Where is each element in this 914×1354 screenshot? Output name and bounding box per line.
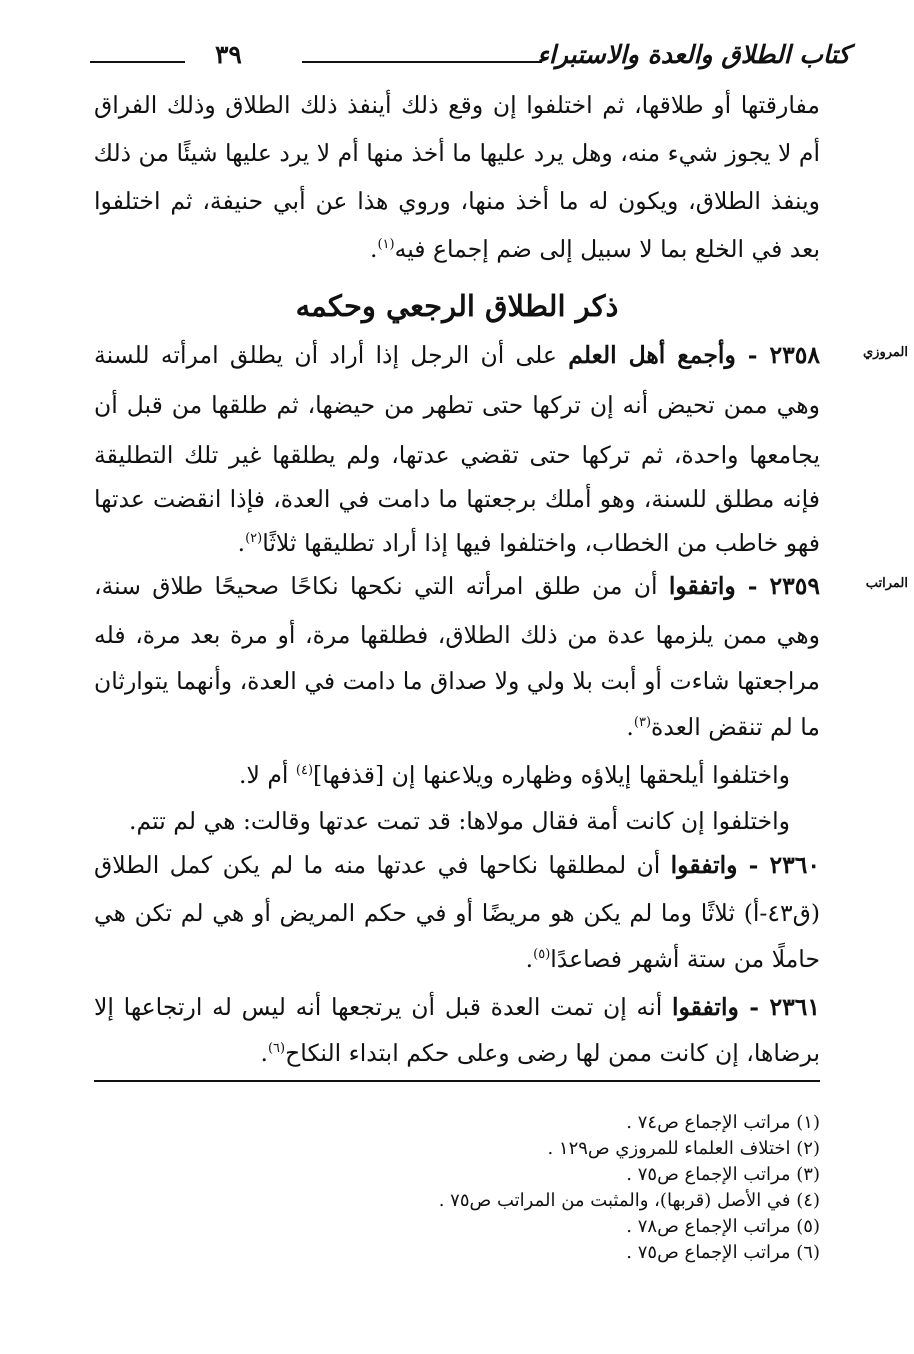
item-lead: واتفقوا [670, 851, 738, 879]
line-text: بعد في الخلع بما لا سبيل إلى ضم إجماع فيه [394, 235, 820, 263]
line-text: على أن الرجل إذا أراد أن يطلق امرأته للسنة [94, 341, 569, 369]
footnote: (٣) مراتب الإجماع ص٧٥ . [626, 1164, 820, 1185]
item-lead: واتفقوا [671, 993, 739, 1021]
text-line: برضاها، إن كانت ممن لها رضى وعلى حكم ابتداء النكاح$^{(٦)}$. [260, 1039, 820, 1067]
margin-note-maratib: المراتب [865, 576, 908, 591]
paragraph-2359-line [94, 571, 820, 601]
footnote-separator [94, 1080, 820, 1082]
line-text: ما لم تنقض العدة [651, 713, 820, 741]
text-line: مفارقتها أو طلاقها، ثم اختلفوا إن وقع ذلك أينفذ ذلك الطلاق وذلك الفراق [94, 91, 820, 119]
running-title: كتاب الطلاق والعدة والاستبراء [537, 40, 850, 69]
line-text: أن من طلق امرأته التي نكحها نكاحًا صحيحًا طلاق سنة، [94, 572, 669, 600]
text-line: فهو خاطب من الخطاب، واختلفوا فيها إذا أراد تطليقها ثلاثًا$^{(٢)}$. [237, 529, 820, 557]
text-line: حاملًا من ستة أشهر فصاعدًا$^{(٥)}$. [525, 945, 820, 973]
item-number: ٢٣٦١ - [738, 993, 820, 1021]
text-line: مراجعتها شاءت أو أبت بلا ولي ولا صداق ما دامت في العدة، وأنهما يتوارثان [94, 667, 820, 695]
footnote-ref: (٥) [533, 947, 551, 963]
text-line: (ق٤٣-أ) ثلاثًا وما لم يكن هو مريضًا أو في حكم المريض أو هي لم تكن هي [94, 899, 820, 927]
section-heading: ذكر الطلاق الرجعي وحكمه [295, 289, 619, 323]
text-line: وهي ممن يلزمها عدة من ذلك الطلاق، فطلقها مرة، أو مرة بعد مرة، فله [94, 621, 820, 649]
line-text: حاملًا من ستة أشهر فصاعدًا [550, 945, 820, 973]
line-text: أم لا. [239, 761, 296, 789]
footnote: (١) مراتب الإجماع ص٧٤ . [626, 1112, 820, 1133]
item-number: ٢٣٥٩ - [735, 572, 820, 600]
line-text: برضاها، إن كانت ممن لها رضى وعلى حكم ابتداء النكاح [285, 1039, 820, 1067]
header-rule-short [90, 61, 185, 63]
text-line [94, 760, 790, 790]
paragraph-2360-line [94, 850, 820, 880]
footnote-ref: (٤) [295, 763, 314, 779]
text-line: ما لم تنقض العدة$^{(٣)}$. [626, 713, 820, 741]
text-line: فإنه مطلق للسنة، وهو أملك برجعتها ما دامت في العدة، فإذا انقضت عدتها [94, 485, 820, 513]
page-number: ٣٩ [215, 40, 242, 69]
text-line: واختلفوا إن كانت أمة فقال مولاها: قد تمت عدتها وقالت: هي لم تتم. [129, 807, 790, 835]
text-line: بعد في الخلع بما لا سبيل إلى ضم إجماع فيه$^{(١)}$. [369, 235, 820, 263]
text-line: يجامعها واحدة، ثم تركها حتى تقضي عدتها، ولم يطلقها غير تلك التطليقة [94, 441, 820, 469]
footnotes [94, 1110, 820, 1266]
item-number: ٢٣٥٨ - [735, 341, 821, 369]
footnote-ref: (٦) [267, 1041, 286, 1057]
line-text: واختلفوا أيلحقها إيلاؤه وظهاره ويلاعنها إن [قذفها] [313, 761, 790, 789]
footnote: (٦) مراتب الإجماع ص٧٥ . [626, 1242, 820, 1263]
line-text: أن لمطلقها نكاحها في عدتها منه ما لم يكن كمل الطلاق [94, 851, 671, 879]
line-text: فهو خاطب من الخطاب، واختلفوا فيها إذا أراد تطليقها ثلاثًا [262, 529, 820, 557]
item-lead: واتفقوا [668, 572, 736, 600]
page-header [90, 40, 850, 84]
footnote: (٤) في الأصل (قربها)، والمثبت من المراتب ص٧٥ . [438, 1190, 820, 1211]
header-rule [302, 61, 542, 63]
paragraph-2358-line [94, 340, 820, 370]
footnote-ref: (٣) [633, 715, 652, 731]
text-line: أم لا يجوز شيء منه، وهل يرد عليها ما أخذ منها أم لا يرد عليها شيئًا من ذلك [93, 139, 820, 167]
paragraph-2361-line [94, 992, 820, 1022]
footnote-ref: (٢) [245, 531, 263, 547]
line-text: أنه إن تمت العدة قبل أن يرتجعها أنه ليس له ارتجاعها إلا [94, 993, 672, 1021]
text-line: وينفذ الطلاق، ويكون له ما أخذ منها، وروي هذا عن أبي حنيفة، ثم اختلفوا [94, 187, 820, 215]
margin-note-marwazi: المروزي [863, 345, 908, 360]
text-line: وهي ممن تحيض أنه إن تركها حتى تطهر من حيضها، ثم طلقها من قبل أن [94, 391, 820, 419]
footnote: (٢) اختلاف العلماء للمروزي ص١٢٩ . [547, 1138, 820, 1159]
item-lead: وأجمع أهل العلم [568, 341, 736, 369]
item-number: ٢٣٦٠ - [737, 851, 820, 879]
footnote-ref: (١) [377, 237, 395, 253]
footnote: (٥) مراتب الإجماع ص٧٨ . [626, 1216, 820, 1237]
